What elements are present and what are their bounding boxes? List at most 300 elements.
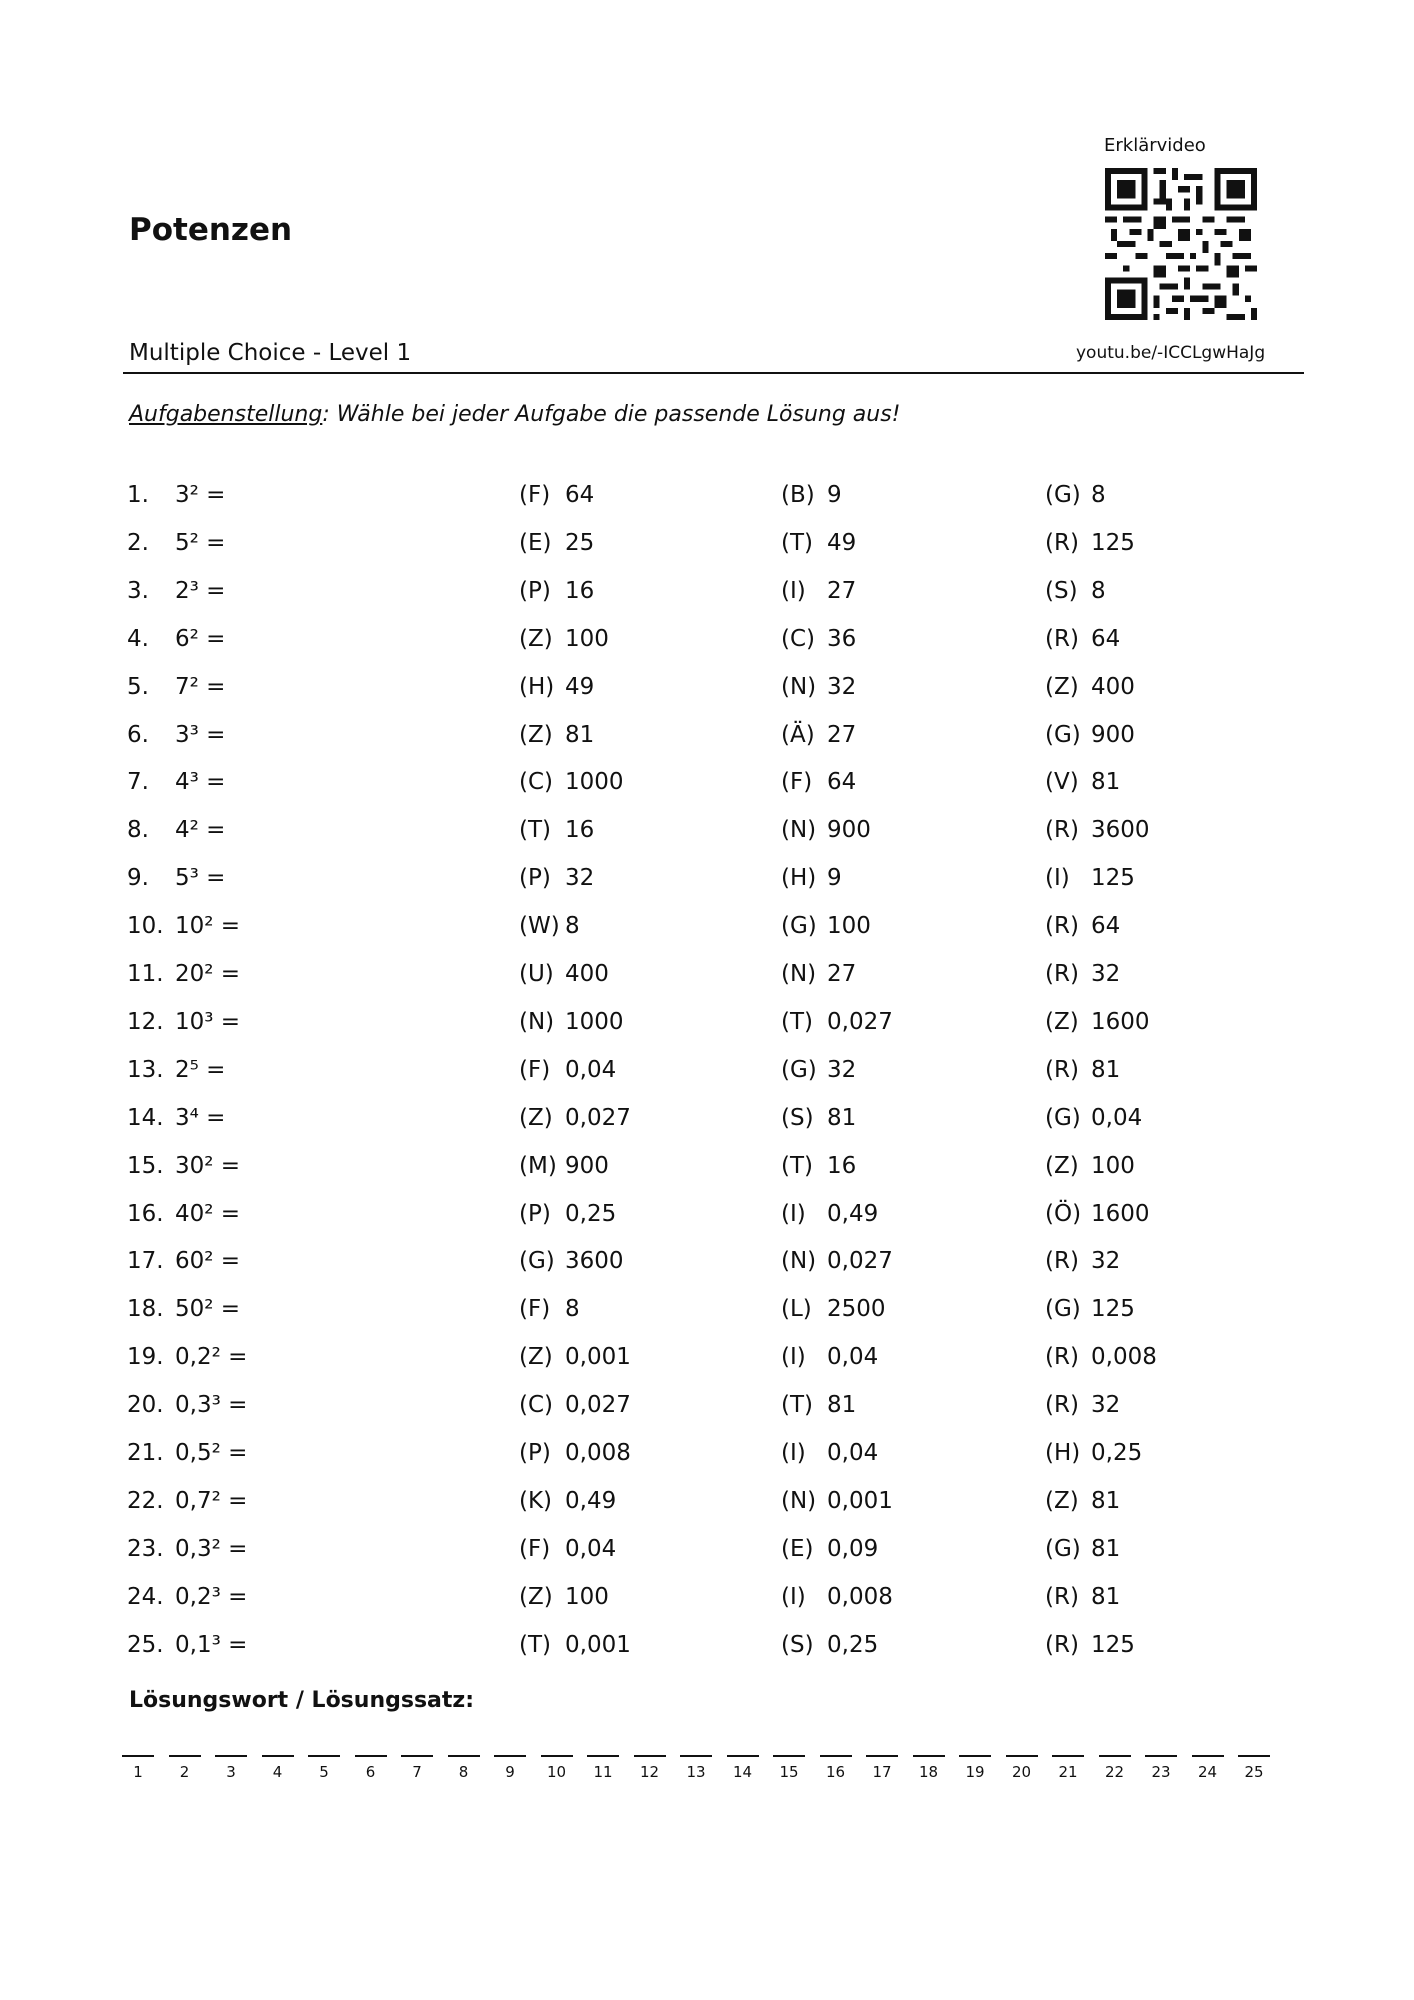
option-letter: (G) (1045, 1535, 1081, 1562)
answer-option[interactable] (1045, 674, 1135, 700)
answer-option[interactable] (519, 961, 609, 987)
question-row (0, 769, 1414, 809)
option-value: 100 (565, 625, 609, 652)
option-value: 27 (827, 577, 857, 604)
question-row (0, 1440, 1414, 1480)
solution-blank[interactable] (727, 1755, 759, 1781)
blank-number: 18 (918, 1763, 939, 1781)
option-value: 64 (565, 482, 595, 508)
question-expression: 5² = (175, 529, 226, 556)
solution-blank[interactable] (913, 1755, 945, 1781)
answer-option[interactable] (519, 817, 594, 843)
option-value: 0,008 (1091, 1344, 1157, 1371)
answer-option[interactable] (781, 1488, 893, 1514)
blank-line (122, 1755, 154, 1757)
option-letter: (H) (781, 865, 817, 892)
option-value: 1600 (1091, 1200, 1150, 1227)
answer-option[interactable] (1045, 1488, 1120, 1514)
option-letter: (I) (781, 1344, 806, 1371)
question-expression: 10³ = (175, 1008, 241, 1035)
answer-option[interactable] (781, 1057, 856, 1083)
option-letter: (Z) (1045, 673, 1079, 700)
option-letter: (R) (1045, 1583, 1079, 1610)
answer-option[interactable] (781, 626, 856, 652)
solution-blank[interactable] (494, 1755, 526, 1781)
option-letter: (Z) (1045, 1487, 1079, 1514)
option-letter: (G) (1045, 1296, 1081, 1323)
answer-option[interactable] (781, 1632, 878, 1658)
answer-option[interactable] (519, 1536, 616, 1562)
question-number: 21. (127, 1440, 164, 1466)
answer-option[interactable] (781, 1296, 886, 1322)
solution-blank[interactable] (959, 1755, 991, 1781)
solution-blank[interactable] (215, 1755, 247, 1781)
option-value: 36 (827, 625, 857, 652)
blank-line (541, 1755, 573, 1757)
answer-option[interactable] (781, 865, 842, 891)
option-letter: (T) (519, 1631, 551, 1658)
option-value: 3600 (565, 1248, 624, 1275)
option-value: 8 (1091, 482, 1106, 508)
blank-number: 7 (412, 1763, 422, 1781)
option-value: 0,25 (827, 1631, 879, 1658)
blank-number: 21 (1058, 1763, 1078, 1781)
answer-option[interactable] (1045, 1248, 1120, 1274)
answer-option[interactable] (1045, 913, 1120, 939)
option-value: 400 (1091, 673, 1135, 700)
answer-option[interactable] (1045, 817, 1150, 843)
option-value: 125 (1091, 1631, 1135, 1658)
question-row (0, 1488, 1414, 1528)
answer-option[interactable] (781, 1536, 878, 1562)
option-value: 400 (565, 961, 609, 987)
answer-option[interactable] (1045, 1201, 1150, 1227)
question-row (0, 865, 1414, 905)
option-value: 1000 (565, 1008, 624, 1035)
answer-option[interactable] (1045, 1440, 1142, 1466)
option-value: 32 (827, 673, 857, 700)
answer-option[interactable] (781, 674, 856, 700)
option-value: 125 (1091, 865, 1135, 892)
answer-option[interactable] (519, 1153, 609, 1179)
question-expression: 3³ = (175, 721, 226, 748)
answer-option[interactable] (1045, 1632, 1135, 1658)
option-letter: (Z) (519, 1104, 553, 1131)
question-row (0, 1296, 1414, 1336)
answer-option[interactable] (1045, 1105, 1142, 1131)
option-letter: (R) (1045, 961, 1079, 987)
blank-number: 15 (779, 1763, 799, 1781)
option-letter: (G) (781, 913, 817, 940)
answer-option[interactable] (781, 482, 842, 508)
answer-option[interactable] (1045, 1296, 1135, 1322)
option-letter: (R) (1045, 625, 1079, 652)
option-letter: (H) (519, 673, 555, 700)
answer-option[interactable] (781, 1248, 893, 1274)
solution-blank[interactable] (866, 1755, 898, 1781)
answer-option[interactable] (1045, 482, 1106, 508)
question-row (0, 913, 1414, 953)
option-letter: (I) (781, 1583, 806, 1610)
option-letter: (G) (1045, 1104, 1081, 1131)
question-number: 2. (127, 529, 149, 556)
question-expression: 60² = (175, 1248, 241, 1275)
option-value: 8 (565, 1296, 580, 1323)
answer-option[interactable] (1045, 1392, 1120, 1418)
option-value: 100 (827, 913, 871, 940)
answer-option[interactable] (519, 1105, 631, 1131)
option-value: 125 (1091, 1296, 1135, 1323)
question-row (0, 530, 1414, 570)
blank-number: 11 (593, 1763, 613, 1781)
option-letter: (N) (781, 961, 817, 987)
answer-option[interactable] (519, 1009, 624, 1035)
subtitle: Multiple Choice - Level 1 (129, 340, 412, 366)
blank-line (1238, 1755, 1270, 1757)
option-letter: (R) (1045, 913, 1079, 940)
solution-blank[interactable] (1099, 1755, 1131, 1781)
option-letter: (Z) (519, 1344, 553, 1371)
option-letter: (I) (1045, 865, 1070, 892)
solution-blank[interactable] (1192, 1755, 1224, 1781)
answer-option[interactable] (781, 1153, 856, 1179)
question-expression: 0,2² = (175, 1344, 248, 1371)
question-expression: 0,3² = (175, 1535, 248, 1562)
option-value: 100 (1091, 1152, 1135, 1179)
option-letter: (U) (519, 961, 554, 987)
option-value: 81 (1091, 1487, 1121, 1514)
answer-option[interactable] (781, 530, 856, 556)
question-number: 6. (127, 721, 149, 748)
answer-option[interactable] (519, 865, 594, 891)
blank-number: 16 (825, 1763, 846, 1781)
option-letter: (I) (781, 1440, 806, 1466)
blank-number: 6 (365, 1763, 376, 1781)
answer-option[interactable] (1045, 769, 1120, 795)
solution-blank[interactable] (634, 1755, 666, 1781)
option-letter: (G) (1045, 482, 1081, 508)
answer-option[interactable] (519, 1057, 616, 1083)
option-letter: (P) (519, 1440, 551, 1466)
option-letter: (N) (781, 1248, 817, 1275)
option-value: 16 (565, 817, 595, 844)
question-expression: 7² = (175, 673, 226, 700)
blank-number: 12 (639, 1763, 660, 1781)
blank-number: 1 (133, 1763, 143, 1781)
blank-number: 4 (272, 1763, 283, 1781)
blank-line (866, 1755, 898, 1757)
option-letter: (G) (1045, 721, 1081, 748)
question-row (0, 1057, 1414, 1097)
blank-number: 24 (1197, 1763, 1218, 1781)
blank-line (401, 1755, 433, 1757)
option-letter: (W) (519, 913, 560, 940)
question-row (0, 961, 1414, 1001)
option-letter: (T) (519, 817, 551, 844)
blank-number: 25 (1244, 1763, 1264, 1781)
question-number: 17. (127, 1248, 164, 1275)
question-expression: 2³ = (175, 577, 226, 604)
blank-number: 9 (505, 1763, 515, 1781)
blank-line (1145, 1755, 1177, 1757)
answer-option[interactable] (1045, 865, 1135, 891)
option-value: 8 (1091, 577, 1106, 604)
question-number: 24. (127, 1583, 164, 1610)
option-value: 32 (1091, 961, 1121, 987)
option-letter: (H) (1045, 1440, 1081, 1466)
option-letter: (P) (519, 1200, 551, 1227)
option-value: 900 (1091, 721, 1135, 748)
option-letter: (T) (781, 1392, 813, 1419)
option-value: 0,027 (565, 1392, 631, 1419)
question-row (0, 1153, 1414, 1193)
blank-number: 13 (686, 1763, 706, 1781)
answer-option[interactable] (1045, 626, 1120, 652)
option-letter: (C) (519, 1392, 554, 1419)
question-row (0, 1201, 1414, 1241)
answer-option[interactable] (519, 1440, 631, 1466)
solution-blank[interactable] (820, 1755, 852, 1781)
answer-option[interactable] (1045, 1153, 1135, 1179)
option-value: 81 (1091, 1583, 1121, 1610)
answer-option[interactable] (781, 1105, 856, 1131)
answer-option[interactable] (781, 722, 856, 748)
option-value: 49 (565, 673, 595, 700)
solution-blank[interactable] (1052, 1755, 1084, 1781)
solution-blank[interactable] (401, 1755, 433, 1781)
option-letter: (R) (1045, 1248, 1079, 1275)
question-number: 8. (127, 817, 149, 844)
option-letter: (R) (1045, 1056, 1079, 1083)
answer-option[interactable] (781, 769, 856, 795)
question-number: 4. (127, 625, 149, 652)
blank-line (215, 1755, 247, 1757)
option-value: 0,027 (565, 1104, 631, 1131)
blank-line (1099, 1755, 1131, 1757)
option-value: 3600 (1091, 817, 1150, 844)
blank-number: 14 (732, 1763, 753, 1781)
option-value: 8 (565, 913, 580, 940)
option-letter: (P) (519, 577, 551, 604)
answer-option[interactable] (781, 961, 856, 987)
answer-option[interactable] (519, 1392, 631, 1418)
blank-line (820, 1755, 852, 1757)
blank-line (727, 1755, 759, 1757)
answer-option[interactable] (781, 913, 871, 939)
solution-blank[interactable] (169, 1755, 201, 1781)
answer-option[interactable] (1045, 1344, 1157, 1370)
answer-option[interactable] (519, 1584, 609, 1610)
solution-blank[interactable] (680, 1755, 712, 1781)
answer-option[interactable] (781, 1584, 893, 1610)
question-number: 15. (127, 1152, 164, 1179)
blank-number: 8 (458, 1763, 469, 1781)
option-letter: (M) (519, 1152, 557, 1179)
question-row (0, 1009, 1414, 1049)
question-row (0, 482, 1414, 522)
answer-option[interactable] (519, 674, 594, 700)
option-letter: (Z) (519, 1583, 553, 1610)
question-row (0, 674, 1414, 714)
answer-option[interactable] (781, 578, 856, 604)
blank-line (169, 1755, 201, 1757)
question-expression: 0,5² = (175, 1440, 248, 1466)
answer-option[interactable] (519, 769, 624, 795)
blank-number: 10 (546, 1763, 567, 1781)
blank-line (262, 1755, 294, 1757)
answer-option[interactable] (1045, 1584, 1120, 1610)
option-value: 25 (565, 529, 595, 556)
option-value: 81 (1091, 1535, 1121, 1562)
option-value: 27 (827, 961, 857, 987)
instructions (129, 402, 901, 427)
option-value: 81 (565, 721, 595, 748)
solution-blank[interactable] (1238, 1755, 1270, 1781)
answer-option[interactable] (1045, 578, 1106, 604)
blank-line (913, 1755, 945, 1757)
question-number: 11. (127, 961, 164, 987)
question-number: 14. (127, 1104, 164, 1131)
solution-blank[interactable] (773, 1755, 805, 1781)
option-letter: (F) (519, 1056, 551, 1083)
answer-option[interactable] (1045, 1057, 1120, 1083)
answer-option[interactable] (519, 578, 594, 604)
option-value: 32 (1091, 1248, 1121, 1275)
answer-option[interactable] (781, 1440, 878, 1466)
solution-blank[interactable] (587, 1755, 619, 1781)
answer-option[interactable] (519, 913, 580, 939)
qr-code-icon[interactable] (1105, 168, 1257, 320)
option-value: 0,25 (565, 1200, 617, 1227)
answer-option[interactable] (781, 1009, 893, 1035)
question-number: 10. (127, 913, 164, 940)
answer-option[interactable] (519, 1344, 631, 1370)
question-number: 7. (127, 769, 149, 796)
option-value: 64 (1091, 625, 1121, 652)
question-expression: 0,3³ = (175, 1392, 248, 1419)
answer-option[interactable] (781, 817, 871, 843)
option-letter: (C) (519, 769, 554, 796)
question-expression: 0,2³ = (175, 1583, 248, 1610)
option-value: 0,04 (565, 1535, 617, 1562)
solution-blank[interactable] (1006, 1755, 1038, 1781)
question-expression: 0,1³ = (175, 1631, 248, 1658)
blank-number: 2 (179, 1763, 190, 1781)
answer-option[interactable] (519, 1632, 631, 1658)
blank-number: 3 (226, 1763, 236, 1781)
option-letter: (S) (781, 1104, 814, 1131)
answer-option[interactable] (519, 1488, 616, 1514)
option-letter: (F) (519, 1296, 551, 1323)
option-letter: (Z) (1045, 1008, 1079, 1035)
answer-option[interactable] (1045, 530, 1135, 556)
question-row (0, 817, 1414, 857)
video-url-link[interactable]: youtu.be/-ICCLgwHaJg (1076, 343, 1266, 363)
option-value: 900 (565, 1152, 609, 1179)
header-divider (123, 372, 1304, 374)
option-letter: (F) (519, 482, 551, 508)
option-value: 0,25 (1091, 1440, 1143, 1466)
option-letter: (Z) (519, 721, 553, 748)
video-label: Erklärvideo (1104, 135, 1206, 156)
option-letter: (Z) (519, 625, 553, 652)
option-value: 9 (827, 482, 842, 508)
option-value: 27 (827, 721, 857, 748)
blank-number: 20 (1011, 1763, 1032, 1781)
answer-option[interactable] (781, 1201, 878, 1227)
option-value: 0,04 (565, 1056, 617, 1083)
option-letter: (Ä) (781, 721, 815, 748)
instructions-label: Aufgabenstellung (129, 402, 323, 427)
option-letter: (S) (781, 1631, 814, 1658)
option-value: 0,09 (827, 1535, 879, 1562)
blank-line (1006, 1755, 1038, 1757)
answer-option[interactable] (519, 722, 594, 748)
question-expression: 50² = (175, 1296, 241, 1323)
answer-option[interactable] (1045, 722, 1135, 748)
question-expression: 0,7² = (175, 1487, 248, 1514)
blank-line (959, 1755, 991, 1757)
solution-blank[interactable] (308, 1755, 340, 1781)
answer-option[interactable] (519, 482, 594, 508)
answer-option[interactable] (781, 1392, 856, 1418)
option-value: 64 (1091, 913, 1121, 940)
solution-blank[interactable] (262, 1755, 294, 1781)
answer-option[interactable] (781, 1344, 878, 1370)
answer-option[interactable] (1045, 1009, 1150, 1035)
answer-option[interactable] (519, 1296, 580, 1322)
answer-option[interactable] (519, 1201, 616, 1227)
option-letter: (G) (781, 1056, 817, 1083)
option-letter: (G) (519, 1248, 555, 1275)
question-expression: 40² = (175, 1200, 241, 1227)
answer-option[interactable] (519, 530, 594, 556)
solution-blank[interactable] (355, 1755, 387, 1781)
option-value: 0,001 (565, 1344, 631, 1371)
option-letter: (P) (519, 865, 551, 892)
blank-line (587, 1755, 619, 1757)
question-expression: 4² = (175, 817, 226, 844)
blank-number: 23 (1151, 1763, 1171, 1781)
option-value: 16 (827, 1152, 857, 1179)
option-letter: (L) (781, 1296, 812, 1323)
answer-option[interactable] (1045, 1536, 1120, 1562)
blank-line (494, 1755, 526, 1757)
answer-option[interactable] (1045, 961, 1120, 987)
option-letter: (R) (1045, 1392, 1079, 1419)
option-letter: (C) (781, 625, 816, 652)
solution-blank[interactable] (122, 1755, 154, 1781)
option-value: 100 (565, 1583, 609, 1610)
option-letter: (N) (781, 817, 817, 844)
option-value: 81 (827, 1104, 857, 1131)
question-number: 5. (127, 673, 149, 700)
option-letter: (F) (519, 1535, 551, 1562)
answer-option[interactable] (519, 626, 609, 652)
option-letter: (V) (1045, 769, 1079, 796)
question-row (0, 1248, 1414, 1288)
option-letter: (R) (1045, 1344, 1079, 1371)
blank-number: 19 (965, 1763, 985, 1781)
solution-blank[interactable] (541, 1755, 573, 1781)
option-value: 0,027 (827, 1008, 893, 1035)
answer-option[interactable] (519, 1248, 624, 1274)
option-letter: (R) (1045, 1631, 1079, 1658)
solution-blank[interactable] (448, 1755, 480, 1781)
option-value: 81 (1091, 1056, 1121, 1083)
option-value: 0,001 (565, 1631, 631, 1658)
solution-blank[interactable] (1145, 1755, 1177, 1781)
